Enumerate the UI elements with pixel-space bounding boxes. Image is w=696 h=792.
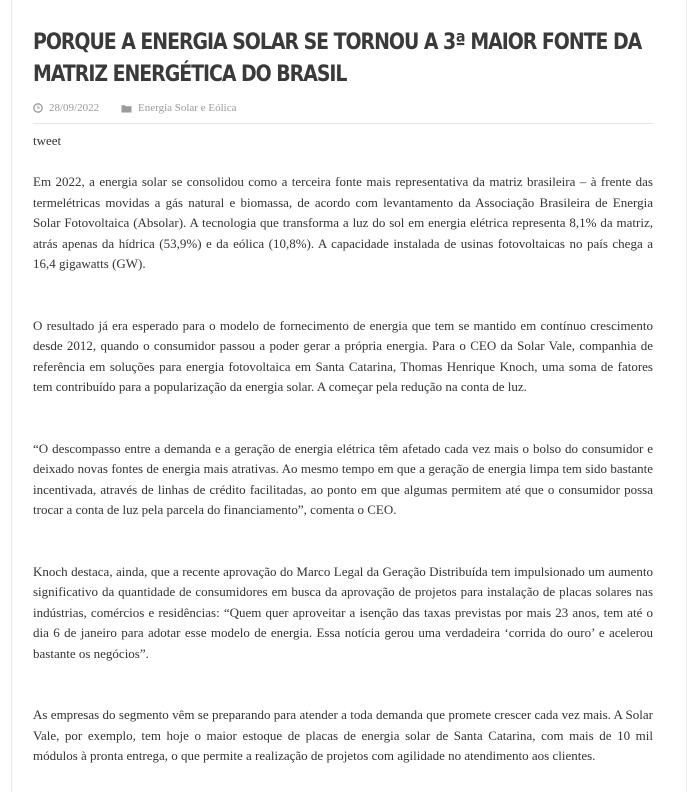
folder-icon [121, 104, 132, 113]
page-left-border [11, 0, 12, 792]
post-date [33, 102, 99, 114]
article-paragraph: Knoch destaca, ainda, que a recente aprovação do Marco Legal da Geração Distribuída tem impulsionado um aumento significativo da quantidade de consumidores em busca da aprovação de projetos para instalação de placas solares nas indústrias, comércios e residências: “Quem quer aproveitar a isenção das taxas previstas por mais 23 anos, tem até o dia 6 de janeiro para adotar esse modelo de energia. Essa notícia gerou uma verdadeira ‘corrida do ouro’ e acelerou bastante os negócios”. [33, 563, 653, 661]
post-category[interactable] [121, 102, 236, 114]
article-paragraph: O resultado já era esperado para o modelo de fornecimento de energia que tem se mantido em contínuo crescimento desde 2012, quando o consumidor passou a poder gerar a própria energia. Para o CEO da Solar Vale, companhia de referência em soluções para energia fotovoltaica em Santa Catarina, Thomas Henrique Knoch, uma soma de fatores tem contribuído para a popularização da energia solar. A começar pela redução na conta de luz. [33, 317, 653, 394]
post-date-text: 28/09/2022 [49, 102, 100, 114]
article-meta [33, 99, 653, 124]
article-paragraph: Em 2022, a energia solar se consolidou como a terceira fonte mais representativa da matriz brasileira – à frente das termelétricas movidas a gás natural e biomassa, de acordo com levantamento da Associação Brasileira de Energia Solar Fotovoltaica (Absolar). A tecnologia que transforma a luz do sol em energia elétrica representa 8,1% da matriz, atrás apenas da hídrica (53,9%) e da eólica (10,8%). A capacidade instalada de usinas fotovoltaicas no país chega a 16,4 gigawatts (GW). [33, 174, 653, 271]
page-right-border [686, 0, 687, 792]
article [33, 27, 653, 763]
tweet-share-link[interactable]: tweet [33, 133, 62, 148]
post-category-link[interactable]: Energia Solar e Eólica [138, 102, 237, 114]
article-body [33, 131, 653, 767]
clock-icon [33, 103, 43, 113]
article-paragraph: “O descompasso entre a demanda e a geração de energia elétrica têm afetado cada vez mais o bolso do consumidor e deixado novas fontes de energia mais atrativas. Ao mesmo tempo em que a geração de energia limpa tem sido bastante incentivada, através de linhas de crédito facilitadas, ao ponto em que algumas permitem até que o consumidor possa trocar a conta de luz pela parcela do financiamento”, comenta o CEO. [33, 440, 653, 517]
article-paragraph: As empresas do segmento vêm se preparando para atender a toda demanda que promete crescer cada vez mais. A Solar Vale, por exemplo, tem hoje o maior estoque de placas de energia solar de Santa Catarina, com mais de 10 mil módulos à pronta entrega, o que permite a realização de projetos com agilidade no atendimento aos clientes. [33, 707, 653, 763]
article-title: PORQUE A ENERGIA SOLAR SE TORNOU A 3ª MAIOR FONTE DA MATRIZ ENERGÉTICA DO BRASIL [33, 30, 642, 87]
